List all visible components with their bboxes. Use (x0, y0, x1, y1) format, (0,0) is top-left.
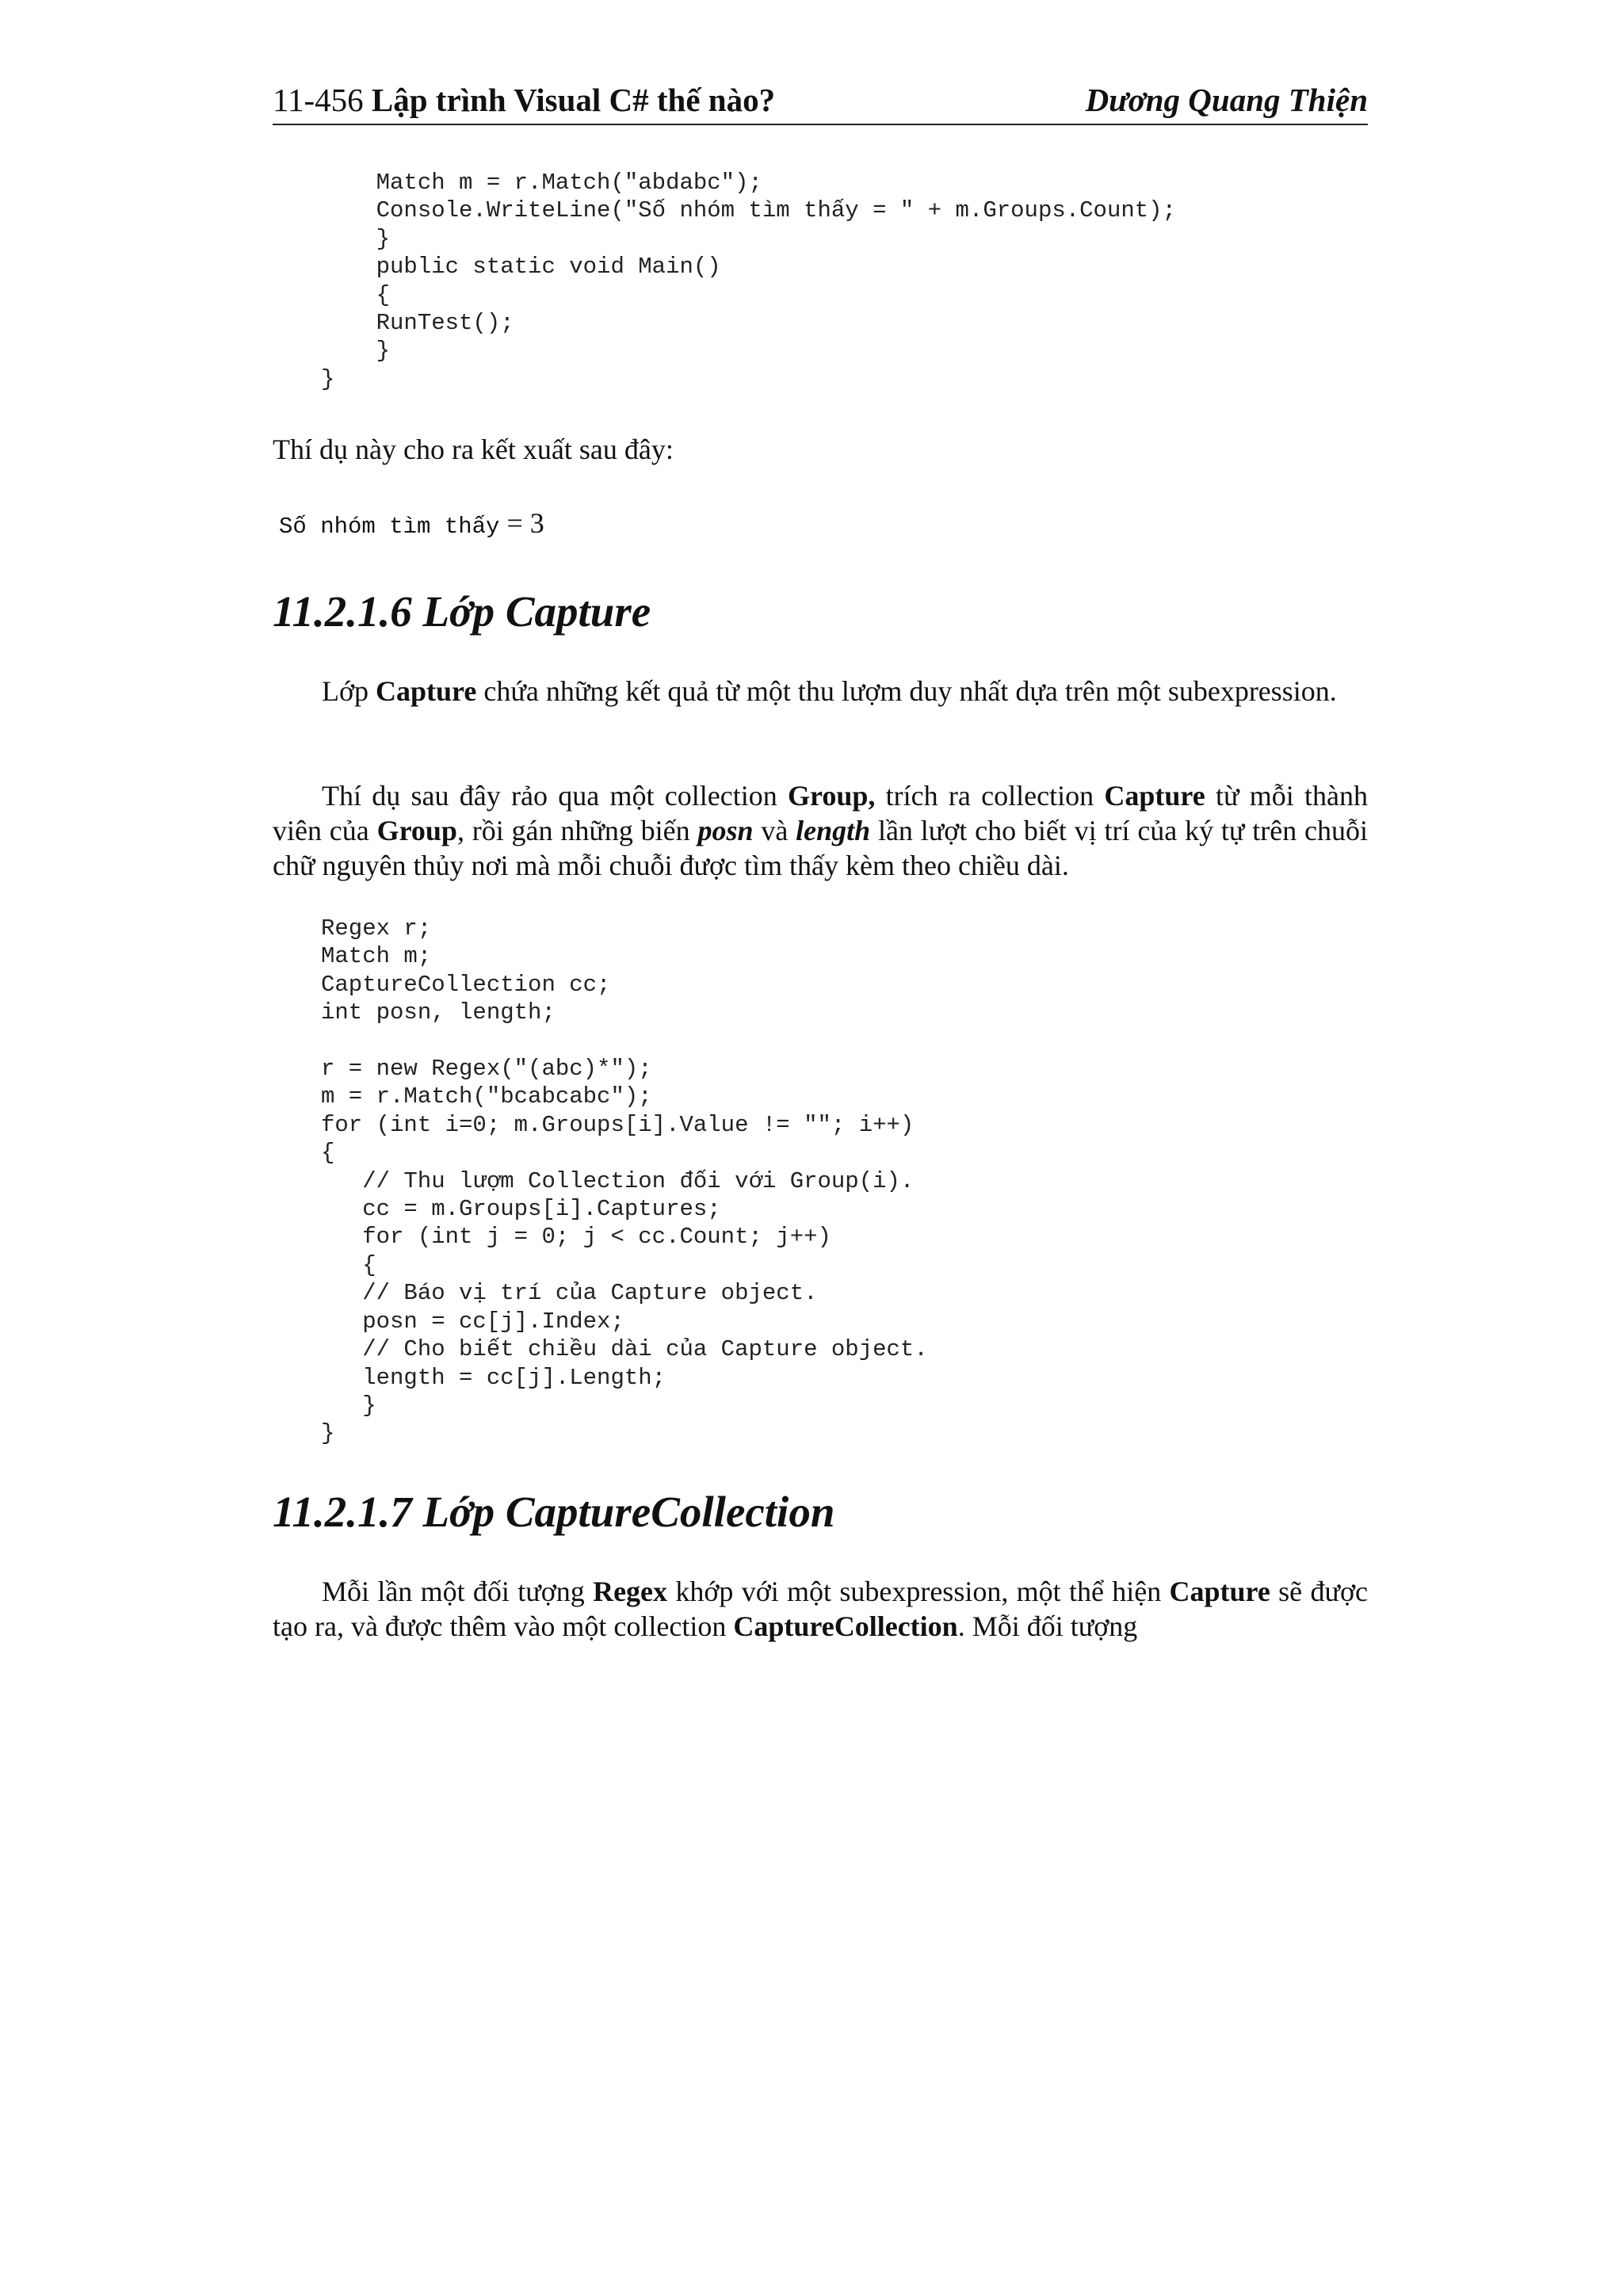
paragraph-capturecollection: Mỗi lần một đối tượng Regex khớp với một subexpression, một thể hiện Capture sẽ được tạo ra, và được thêm vào một collection CaptureCollection. Mỗi đối tượng (273, 1576, 1368, 1642)
program-output (279, 506, 544, 544)
paragraph-capture-example: Thí dụ sau đây rảo qua một collection Group, trích ra collection Capture từ mỗi thành viên của Group, rồi gán những biến posn và length lần lượt cho biết vị trí của ký tự trên chuỗi chữ nguyên thủy nơi mà mỗi chuỗi được tìm thấy kèm theo chiều dài. (273, 780, 1369, 881)
output-value-text: = 3 (506, 507, 544, 539)
page-number: 11-456 (273, 82, 364, 118)
page-header (273, 76, 1368, 125)
section-heading-capture: 11.2.1.6 Lớp Capture (273, 587, 651, 636)
code-block-capture-example: Regex r; Match m; CaptureCollection cc; int posn, length; r = new Regex("(abc)*"); m = r.Match("bcabcabc"); for (int i=0; m.Groups[i].Value != ""; i++) { // Thu lượm Collection đối với Group(i). cc = m.Groups[i].Captures; for (int j = 0; j < cc.Count; j++) { // Báo vị trí của Capture object. posn = cc[j].Index; // Cho biết chiều dài của Capture object. length = cc[j].Length; } } (321, 915, 928, 1447)
author-name: Dương Quang Thiện (1085, 82, 1368, 118)
output-code-text: Số nhóm tìm thấy (279, 514, 500, 540)
section-heading-capturecollection: 11.2.1.7 Lớp CaptureCollection (273, 1488, 835, 1536)
book-title: Lập trình Visual C# thế nào? (371, 82, 776, 118)
header-left (273, 76, 775, 124)
result-intro-text: Thí dụ này cho ra kết xuất sau đây: (273, 434, 674, 465)
code-block-main-method: Match m = r.Match("abdabc"); Console.WriteLine("Số nhóm tìm thấy = " + m.Groups.Count); } public static void Main() { RunTest(); } } (321, 170, 1176, 392)
paragraph-capture-intro: Lớp Capture chứa những kết quả từ một thu lượm duy nhất dựa trên một subexpression. (322, 675, 1337, 707)
